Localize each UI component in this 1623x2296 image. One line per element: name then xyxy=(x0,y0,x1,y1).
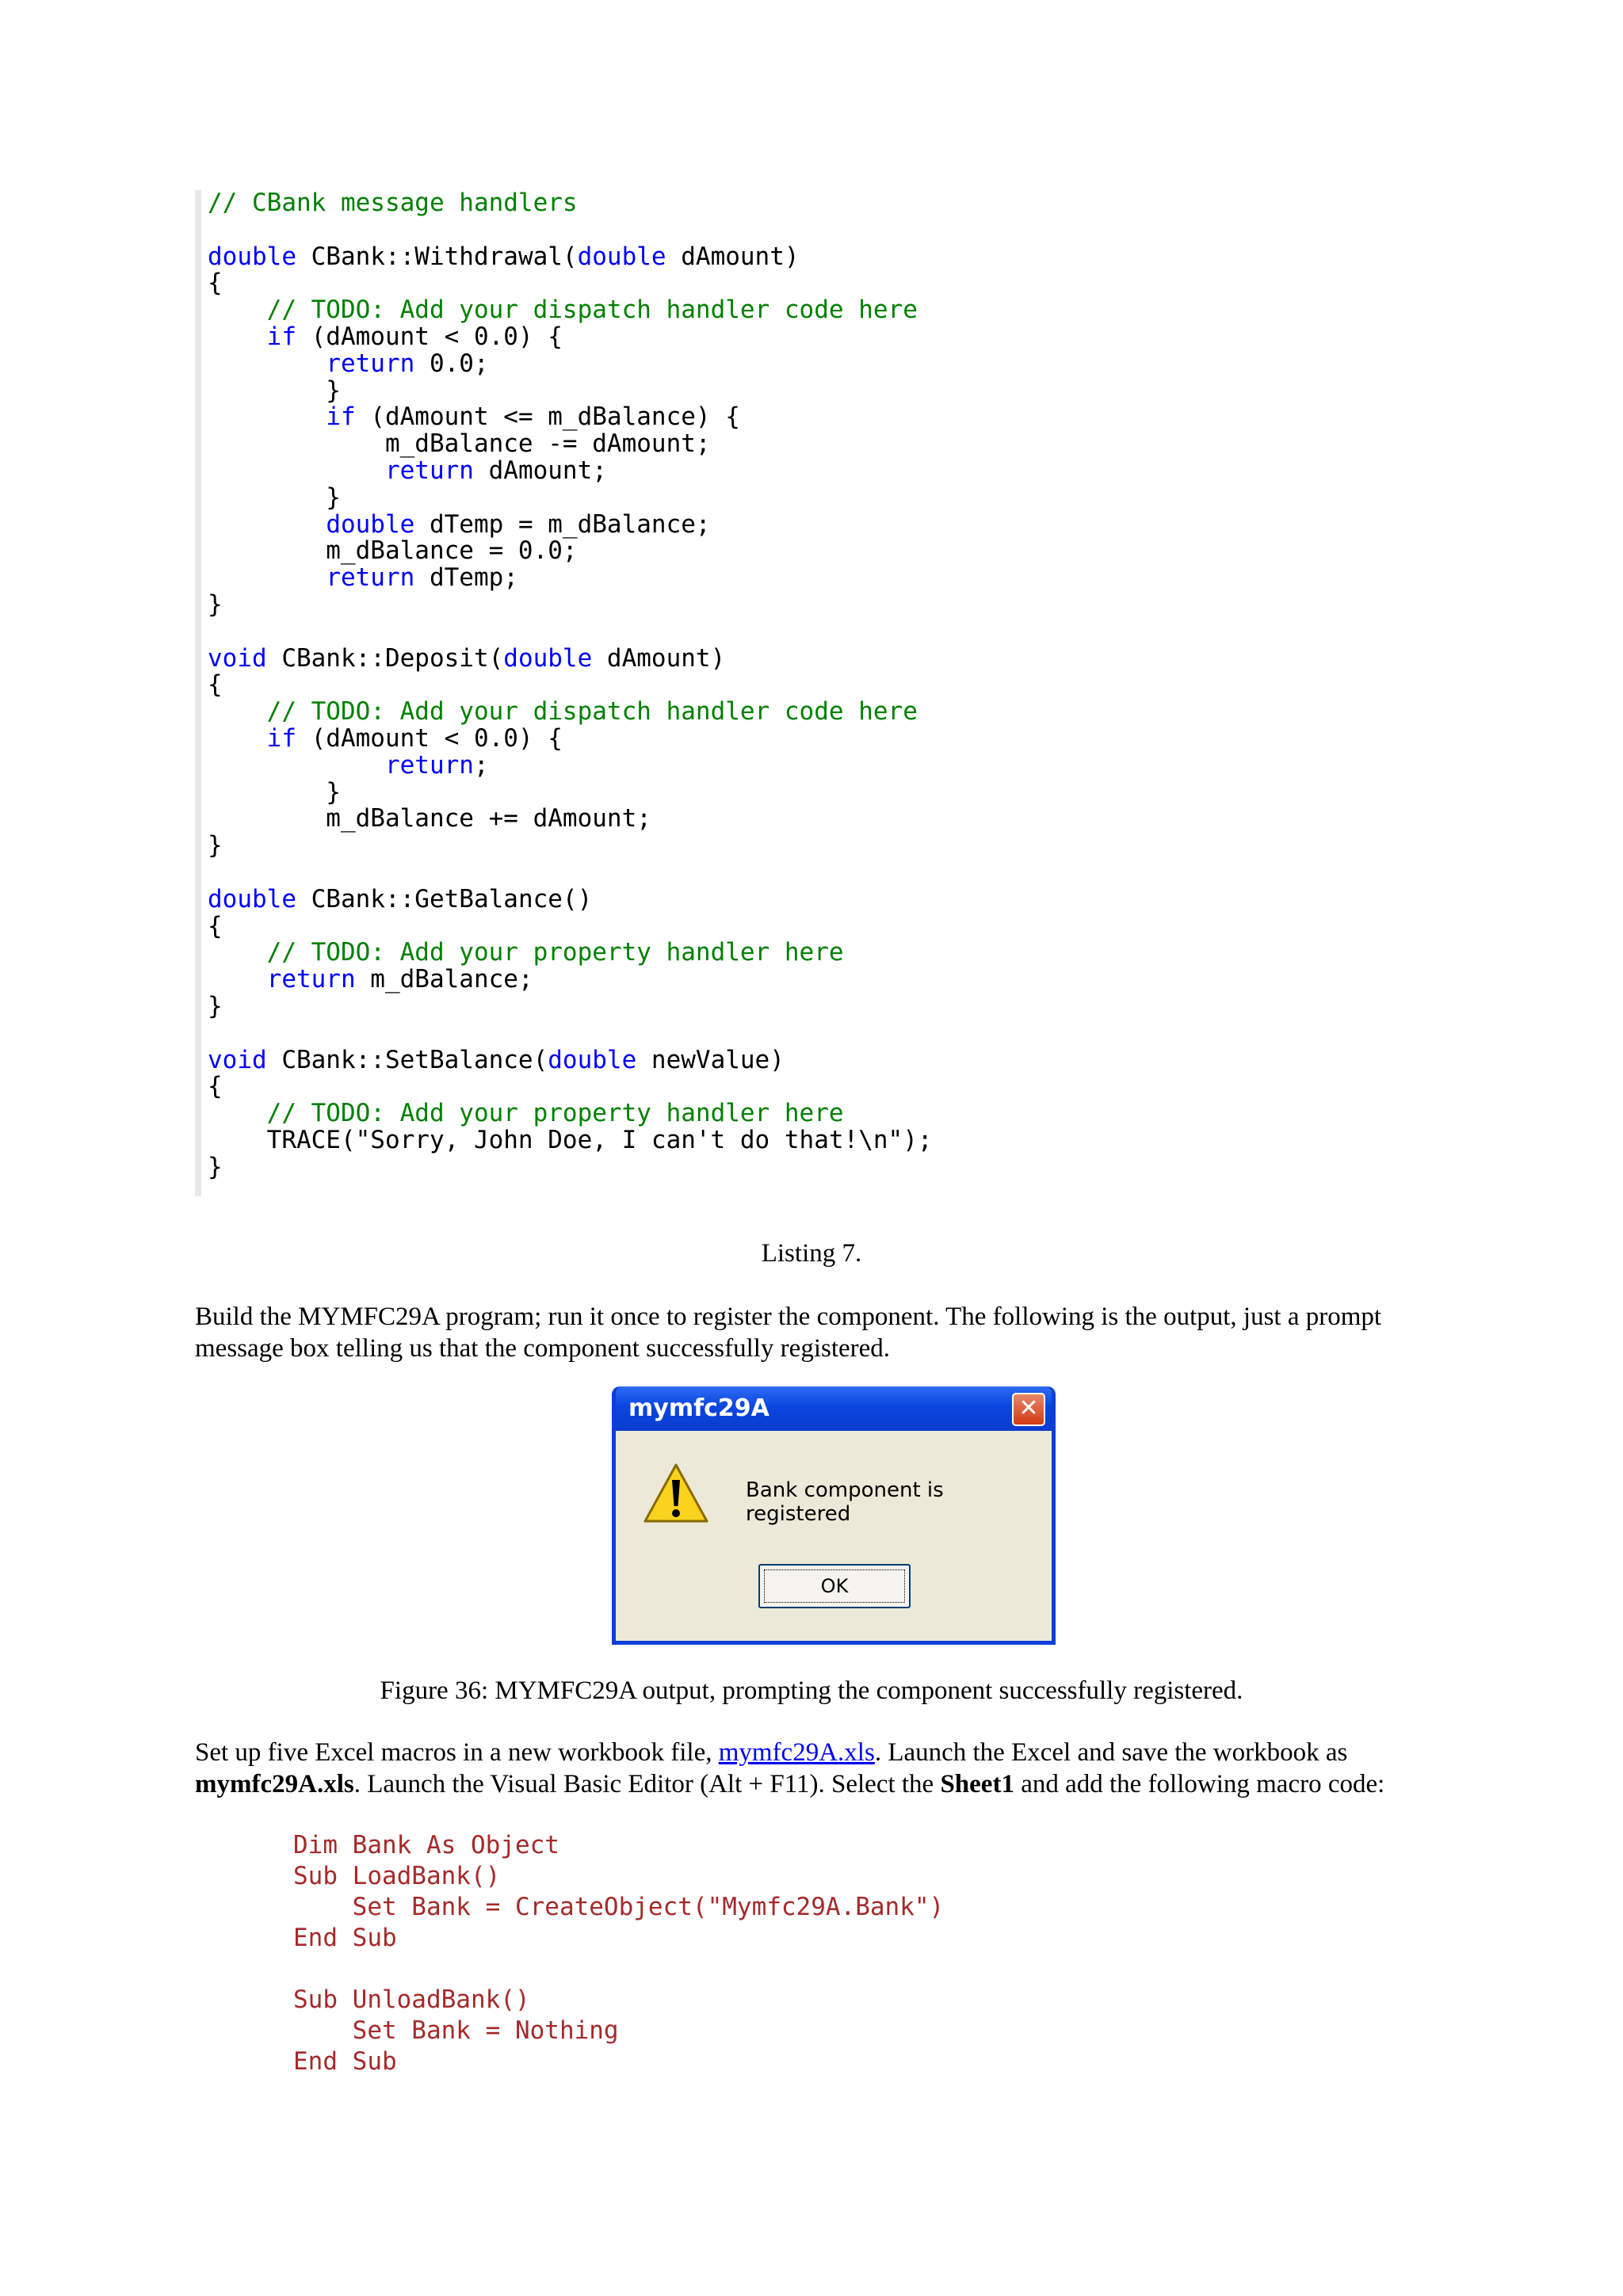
code-token: dAmount) xyxy=(666,242,800,271)
code-token: 0.0; xyxy=(414,349,489,378)
code-token xyxy=(208,322,267,351)
code-line xyxy=(208,482,1025,512)
code-token: } xyxy=(208,831,223,860)
code-line xyxy=(208,404,1025,431)
code-token: TRACE("Sorry, John Doe, I can't do that!\n"); xyxy=(208,1125,933,1154)
code-token: dAmount) xyxy=(592,643,726,673)
code-line xyxy=(208,619,1025,646)
code-keyword: double xyxy=(208,884,296,913)
code-line xyxy=(208,860,1025,887)
message-box-dialog xyxy=(612,1386,1056,1645)
code-keyword: if xyxy=(266,322,296,351)
code-token: } xyxy=(208,589,223,619)
code-keyword: if xyxy=(266,723,296,753)
code-token: dTemp; xyxy=(414,563,518,593)
dialog-body xyxy=(616,1431,1052,1641)
code-comment: // CBank message handlers xyxy=(208,189,578,217)
code-line xyxy=(208,1020,1025,1047)
code-line xyxy=(208,589,1025,619)
code-keyword: double xyxy=(208,242,296,271)
code-line xyxy=(208,1047,1025,1074)
code-token xyxy=(208,510,326,539)
code-token xyxy=(208,456,385,485)
code-token: } xyxy=(208,777,341,807)
code-token: { xyxy=(208,670,223,700)
para-text: . Launch the Excel and save the workbook as xyxy=(874,1738,1348,1767)
code-token xyxy=(208,296,267,324)
code-line xyxy=(208,431,1025,458)
code-token: { xyxy=(208,269,223,298)
sheet-name: Sheet1 xyxy=(940,1770,1014,1798)
code-keyword: return xyxy=(384,456,474,485)
dialog-message: Bank component is registered xyxy=(746,1478,944,1526)
code-line xyxy=(208,777,1025,807)
code-token: { xyxy=(208,911,223,940)
code-line xyxy=(208,378,1025,405)
workbook-link[interactable]: mymfc29A.xls xyxy=(718,1738,875,1767)
code-token: m_dBalance = 0.0; xyxy=(208,536,578,566)
code-keyword: return xyxy=(384,750,474,780)
build-paragraph: Build the MYMFC29A program; run it once to register the component. The following is the output, just a prompt message box telling us that the component successfully registered. xyxy=(195,1302,1382,1363)
macro-paragraph xyxy=(195,1737,1447,1800)
code-line xyxy=(208,991,1025,1020)
code-token: m_dBalance += dAmount; xyxy=(208,804,651,833)
ok-button-label: OK xyxy=(764,1569,905,1603)
code-line xyxy=(208,217,1025,244)
code-keyword: double xyxy=(503,643,593,673)
code-line xyxy=(208,1100,1025,1127)
code-token xyxy=(208,402,326,431)
code-line xyxy=(208,458,1025,485)
ok-button[interactable] xyxy=(758,1564,911,1608)
code-token: newValue) xyxy=(636,1045,785,1074)
code-token: ; xyxy=(473,750,489,780)
code-keyword: double xyxy=(548,1045,637,1074)
code-token: CBank::SetBalance( xyxy=(266,1045,548,1074)
code-keyword: double xyxy=(326,509,415,539)
code-token: dTemp = m_dBalance; xyxy=(414,509,711,539)
code-keyword: double xyxy=(577,242,666,271)
code-line xyxy=(208,1154,1025,1181)
code-line xyxy=(208,884,1025,913)
code-line xyxy=(208,750,1025,780)
code-token: (dAmount < 0.0) { xyxy=(296,723,563,753)
dialog-title: mymfc29A xyxy=(628,1394,769,1422)
code-token: CBank::Withdrawal( xyxy=(296,242,578,271)
code-line xyxy=(208,913,1025,940)
para-text: and add the following macro code: xyxy=(1014,1770,1385,1798)
code-line xyxy=(208,806,1025,833)
code-comment: // TODO: Add your dispatch handler code here xyxy=(266,697,918,727)
vba-code: Dim Bank As Object Sub LoadBank() Set Bank = CreateObject("Mymfc29A.Bank") End Sub Sub UnloadBank() Set Bank = Nothing End Sub xyxy=(293,1831,945,2076)
code-line xyxy=(208,565,1025,592)
close-button[interactable] xyxy=(1012,1393,1045,1426)
code-keyword: return xyxy=(326,563,415,593)
warning-icon xyxy=(643,1463,709,1524)
code-token xyxy=(208,724,267,753)
code-token xyxy=(208,697,267,726)
code-keyword: void xyxy=(208,643,267,673)
code-keyword: if xyxy=(326,402,356,432)
code-token: (dAmount < 0.0) { xyxy=(296,322,563,351)
code-token: { xyxy=(208,1072,223,1101)
workbook-name: mymfc29A.xls xyxy=(195,1770,354,1798)
code-token xyxy=(208,1099,267,1127)
listing-caption: Listing 7. xyxy=(761,1239,862,1268)
code-token: } xyxy=(208,376,341,405)
dialog-titlebar[interactable] xyxy=(616,1386,1052,1431)
code-line xyxy=(208,672,1025,699)
code-line xyxy=(208,244,1025,271)
code-token xyxy=(208,965,267,994)
code-keyword: return xyxy=(266,965,356,994)
code-listing xyxy=(195,190,1025,1196)
code-line xyxy=(208,1074,1025,1100)
code-line xyxy=(208,967,1025,994)
para-text: Set up five Excel macros in a new workbook file, xyxy=(195,1738,719,1767)
code-line xyxy=(208,509,1025,539)
code-line xyxy=(208,1127,1025,1154)
code-token: m_dBalance; xyxy=(355,965,533,994)
para-text: . Launch the Visual Basic Editor (Alt + F11). Select the xyxy=(353,1770,941,1798)
code-token: } xyxy=(208,1152,223,1181)
code-comment: // TODO: Add your dispatch handler code here xyxy=(266,296,918,325)
code-line xyxy=(208,297,1025,324)
code-line xyxy=(208,940,1025,967)
code-token: CBank::GetBalance() xyxy=(296,884,593,913)
code-token: m_dBalance -= dAmount; xyxy=(208,429,711,459)
code-token: } xyxy=(208,991,223,1020)
code-token: } xyxy=(208,482,341,512)
code-token xyxy=(208,563,326,592)
code-text xyxy=(201,190,1025,1180)
code-line xyxy=(208,351,1025,378)
code-line xyxy=(208,190,1025,217)
code-comment: // TODO: Add your property handler here xyxy=(266,938,844,967)
code-line xyxy=(208,723,1025,753)
close-icon: ✕ xyxy=(1018,1394,1039,1422)
code-line xyxy=(208,699,1025,726)
code-token: CBank::Deposit( xyxy=(266,643,504,673)
code-keyword: return xyxy=(326,349,415,378)
code-token xyxy=(208,349,326,378)
code-keyword: void xyxy=(208,1045,267,1074)
code-line xyxy=(208,833,1025,860)
code-token: dAmount; xyxy=(473,456,607,485)
code-line xyxy=(208,324,1025,351)
code-token xyxy=(208,751,385,780)
code-line xyxy=(208,643,1025,673)
code-token xyxy=(208,938,267,967)
code-line xyxy=(208,538,1025,565)
figure-caption: Figure 36: MYMFC29A output, prompting the component successfully registered. xyxy=(380,1676,1243,1705)
code-line xyxy=(208,270,1025,297)
code-token: (dAmount <= m_dBalance) { xyxy=(355,402,740,432)
code-comment: // TODO: Add your property handler here xyxy=(266,1099,844,1128)
